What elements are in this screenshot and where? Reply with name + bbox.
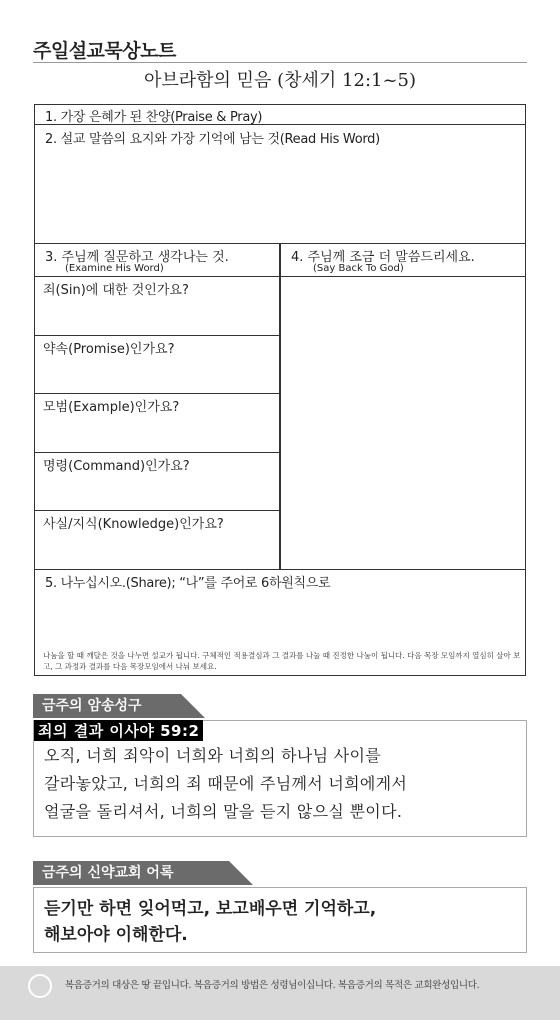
quote-banner-edge xyxy=(229,861,253,885)
memory-verse-banner: 금주의 암송성구 xyxy=(33,694,181,718)
memory-verse-box xyxy=(33,720,527,837)
verse-reference: 죄의 결과 이사야 59:2 xyxy=(34,720,203,741)
praise-label: 1. 가장 은혜가 된 찬양(Praise & Pray) xyxy=(45,110,263,125)
share-note: 나눔을 할 때 깨달은 것을 나누면 설교가 됩니다. 구체적인 적용결심과 그 결과를 나눌 때 진정한 나눔이 됩니다. 다음 목장 모임까지 열심히 살아 보고, 그 과정과 결과를 다음 목장모임에서 나눠 보세요. xyxy=(43,651,521,671)
praise-row[interactable] xyxy=(35,105,525,125)
examine-header xyxy=(35,244,280,277)
promise-question[interactable]: 약속(Promise)인가요? xyxy=(35,336,280,394)
quote-line: 해보아야 이해한다. xyxy=(44,925,188,945)
examine-label: 3. 주님께 질문하고 생각나는 것. xyxy=(45,250,229,265)
sermon-title: 아브라함의 믿음 (창세기 12:1~5) xyxy=(143,70,417,91)
memory-verse-banner-edge xyxy=(181,694,205,718)
quote-text xyxy=(44,896,376,948)
command-question[interactable]: 명령(Command)인가요? xyxy=(35,453,280,511)
share-label: 5. 나누십시오.(Share); “나”를 주어로 6하원칙으로 xyxy=(45,576,331,591)
footer-text: 복음증거의 대상은 땅 끝입니다. 복음증거의 방법은 성령님이십니다. 복음증거의 목적은 교회완성입니다. xyxy=(65,980,480,991)
header-title: 주일설교묵상노트 xyxy=(33,40,176,62)
say-back-header xyxy=(281,244,525,277)
verse-line: 갈라놓았고, 너희의 죄 때문에 주님께서 너희에게서 xyxy=(44,774,408,793)
verse-line: 오직, 너희 죄악이 너희와 너희의 하나님 사이를 xyxy=(44,746,382,765)
read-word-row[interactable] xyxy=(35,125,525,244)
quote-line: 듣기만 하면 잊어먹고, 보고배우면 기억하고, xyxy=(44,899,377,919)
church-logo-icon xyxy=(28,974,52,998)
examine-sub: (Examine His Word) xyxy=(65,263,164,274)
verse-text xyxy=(44,742,407,826)
footer xyxy=(0,966,560,1020)
quote-box xyxy=(33,887,527,953)
say-back-area[interactable] xyxy=(281,277,525,570)
sin-question[interactable]: 죄(Sin)에 대한 것인가요? xyxy=(35,277,280,336)
say-back-sub: (Say Back To God) xyxy=(313,263,404,274)
say-back-label: 4. 주님께 조금 더 말씀드리세요. xyxy=(291,250,475,265)
meditation-form xyxy=(34,104,526,676)
quote-banner: 금주의 신약교회 어록 xyxy=(33,861,229,885)
example-question[interactable]: 모범(Example)인가요? xyxy=(35,394,280,453)
knowledge-question[interactable]: 사실/지식(Knowledge)인가요? xyxy=(35,511,280,570)
read-word-label: 2. 설교 말씀의 요지와 가장 기억에 남는 것(Read His Word) xyxy=(45,132,380,147)
header-rule xyxy=(33,62,527,63)
verse-line: 얼굴을 돌리셔서, 너희의 말을 듣지 않으실 뿐이다. xyxy=(44,802,403,821)
